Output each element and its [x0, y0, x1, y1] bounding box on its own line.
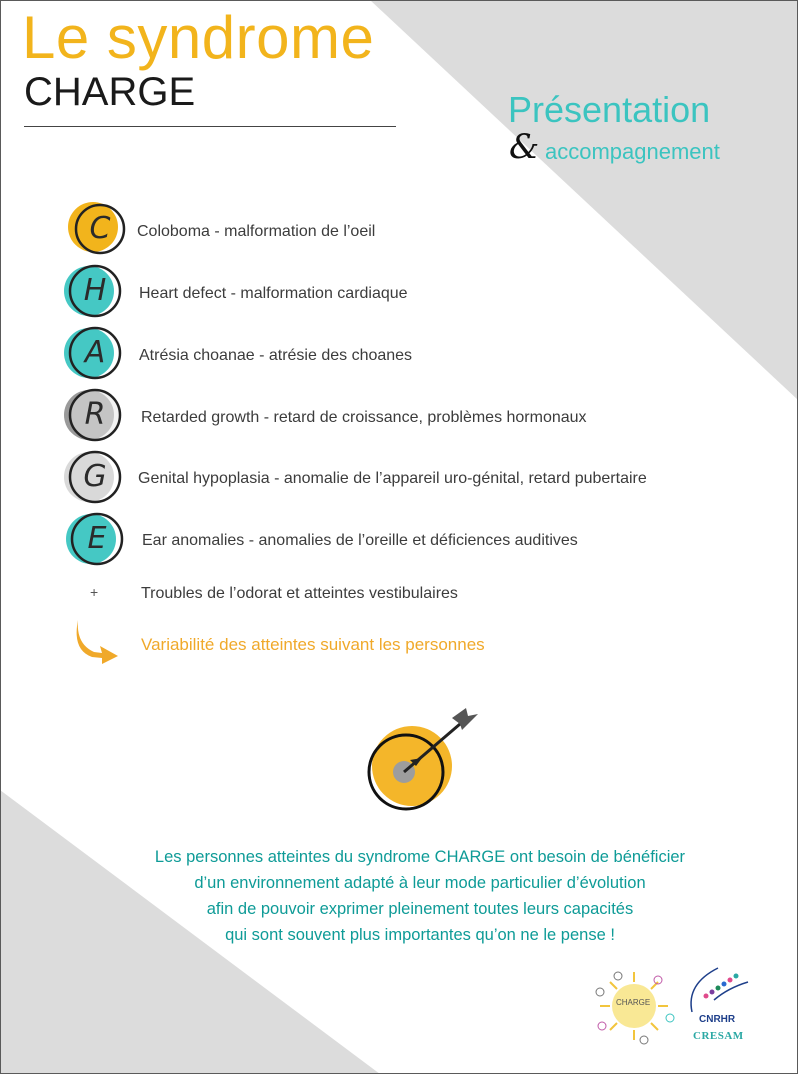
letter-g-badge	[60, 446, 122, 508]
charge-logo-label: CHARGE	[616, 998, 651, 1007]
letter-a-badge	[60, 322, 122, 384]
closing-message	[100, 844, 740, 948]
subtitle-ampersand: &	[509, 127, 540, 167]
message-line: Les personnes atteintes du syndrome CHARGE ont besoin de bénéficier	[154, 848, 686, 866]
target-arrow-icon	[364, 704, 484, 814]
message-line: d’un environnement adapté à leur mode particulier d’évolution	[194, 874, 646, 892]
letter-c: C	[89, 211, 111, 246]
cresam-label: CRESAM	[693, 1030, 744, 1042]
letter-h: H	[83, 273, 107, 308]
letter-r: R	[84, 397, 106, 432]
item-h-text: Heart defect - malformation cardiaque	[139, 285, 408, 302]
cnrhr-label: CNRHR	[699, 1014, 736, 1025]
extra-text: Troubles de l’odorat et atteintes vestibulaires	[141, 585, 458, 602]
item-e-text: Ear anomalies - anomalies de l’oreille et déficiences auditives	[142, 532, 578, 549]
subtitle-main: Présentation	[508, 89, 711, 130]
title-line2: CHARGE	[24, 70, 196, 114]
letter-a: A	[84, 335, 106, 370]
message-line: qui sont souvent plus importantes qu’on ne le pense !	[225, 926, 615, 944]
title-line1: Le syndrome	[22, 4, 375, 71]
item-g-text: Genital hypoplasia - anomalie de l’appareil uro-génital, retard pubertaire	[138, 470, 647, 487]
letter-c-badge	[66, 198, 128, 260]
item-r-text: Retarded growth - retard de croissance, problèmes hormonaux	[141, 409, 587, 426]
item-a-text: Atrésia choanae - atrésie des choanes	[139, 347, 413, 364]
letter-e: E	[87, 521, 107, 556]
message-line: afin de pouvoir exprimer pleinement toutes leurs capacités	[206, 900, 634, 918]
title-divider	[24, 126, 396, 127]
letter-h-badge	[60, 260, 122, 322]
letter-r-badge	[60, 384, 122, 446]
cnrhr-logo-icon	[684, 964, 754, 1016]
item-c-text: Coloboma - malformation de l’oeil	[137, 223, 376, 240]
subtitle-sub: accompagnement	[545, 139, 720, 164]
curved-arrow-icon	[72, 616, 132, 666]
letter-g: G	[83, 459, 107, 494]
plus-sign: +	[90, 584, 99, 600]
letter-e-badge	[62, 508, 124, 570]
variability-note: Variabilité des atteintes suivant les personnes	[141, 635, 485, 654]
